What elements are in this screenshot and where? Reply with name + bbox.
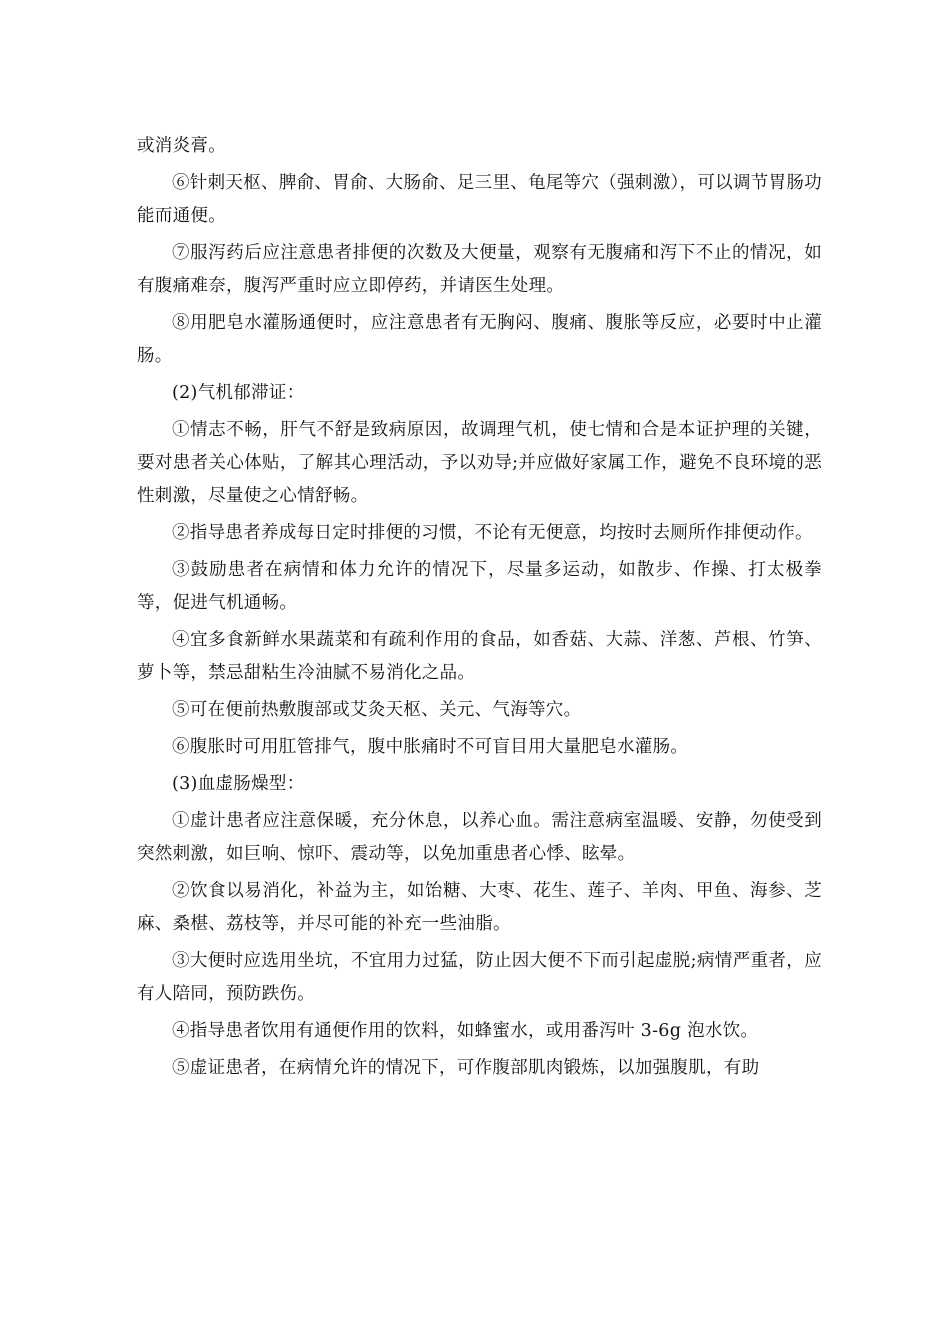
paragraph-item-toilet: ③大便时应选用坐坑，不宜用力过猛，防止因大便不下而引起虚脱;病情严重者，应有人陪同，预防跌伤。 (137, 951, 822, 1004)
paragraph-item-exercise: ③鼓励患者在病情和体力允许的情况下，尽量多运动，如散步、作操、打太极拳等，促进气机通畅。 (137, 560, 822, 613)
paragraph-item-abdominal-exercise: ⑤虚证患者，在病情允许的情况下，可作腹部肌肉锻炼，以加强腹肌，有助 (172, 1058, 760, 1078)
paragraph-continuation: 或消炎膏。 (137, 136, 226, 156)
paragraph-item-diet: ④宜多食新鲜水果蔬菜和有疏利作用的食品，如香菇、大蒜、洋葱、芦根、竹笋、萝卜等，禁忌甜粘生冷油腻不易消化之品。 (137, 630, 822, 683)
paragraph-item-habit: ②指导患者养成每日定时排便的习惯，不论有无便意，均按时去厕所作排便动作。 (172, 523, 813, 543)
paragraph-item-acupuncture: ⑥针刺天枢、脾俞、胃俞、大肠俞、足三里、龟尾等穴（强刺激），可以调节胃肠功能而通便。 (137, 173, 822, 226)
paragraph-item-bloating: ⑥腹胀时可用肛管排气，腹中胀痛时不可盲目用大量肥皂水灌肠。 (172, 737, 689, 757)
paragraph-item-enema: ⑧用肥皂水灌肠通便时，应注意患者有无胸闷、腹痛、腹胀等反应，必要时中止灌肠。 (137, 313, 822, 366)
paragraph-item-warmth: ①虚计患者应注意保暖，充分休息，以养心血。需注意病室温暖、安静，勿使受到突然刺激，如巨响、惊吓、震动等，以免加重患者心悸、眩晕。 (137, 811, 822, 864)
paragraph-item-nutrition: ②饮食以易消化，补益为主，如饴糖、大枣、花生、莲子、羊肉、甲鱼、海参、芝麻、桑椹、荔枝等，并尽可能的补充一些油脂。 (137, 881, 822, 934)
paragraph-item-laxative: ⑦服泻药后应注意患者排便的次数及大便量，观察有无腹痛和泻下不止的情况，如有腹痛难奈，腹泻严重时应立即停药，并请医生处理。 (137, 243, 822, 296)
paragraph-item-emotion: ①情志不畅，肝气不舒是致病原因，故调理气机，使七情和合是本证护理的关键，要对患者关心体贴，了解其心理活动，予以劝导;并应做好家属工作，避免不良环境的恶性刺激，尽量使之心情舒畅。 (137, 420, 822, 506)
document-body (137, 130, 822, 1089)
section-heading-qi-stagnation: (2)气机郁滞证： (172, 383, 305, 403)
section-heading-blood-deficiency: (3)血虚肠燥型： (172, 774, 305, 794)
paragraph-item-drink: ④指导患者饮用有通便作用的饮料，如蜂蜜水，或用番泻叶 3-6g 泡水饮。 (172, 1021, 759, 1041)
paragraph-item-moxibustion: ⑤可在便前热敷腹部或艾灸天枢、关元、气海等穴。 (172, 700, 582, 720)
